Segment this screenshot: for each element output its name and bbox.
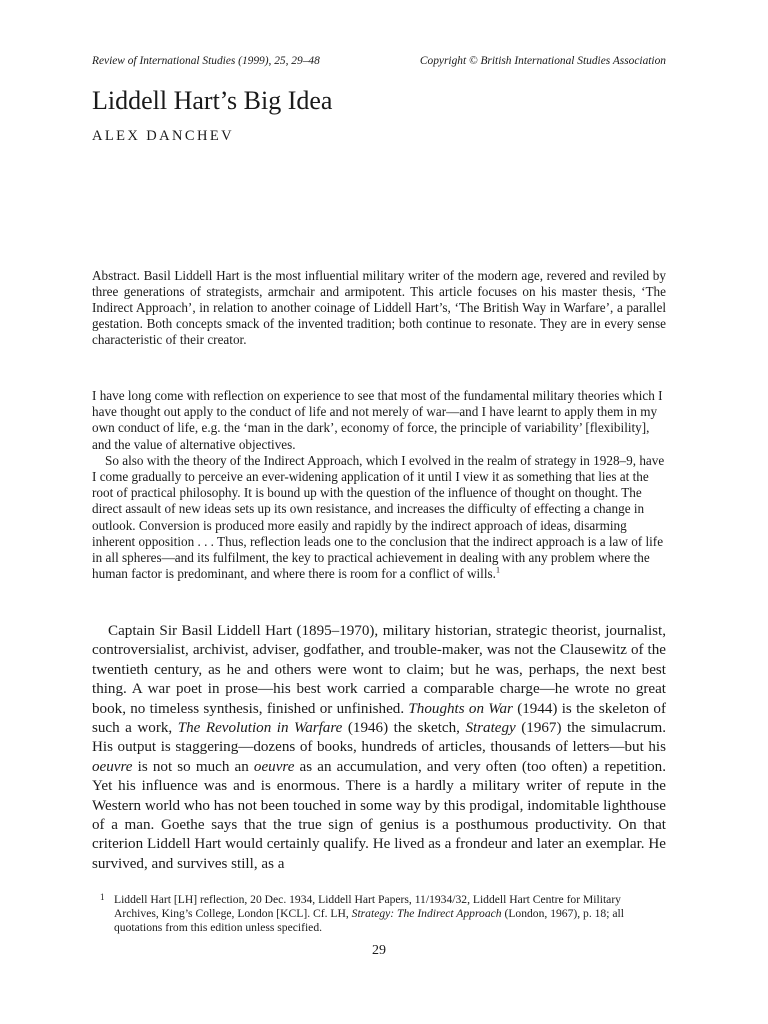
epigraph-paragraph-2-text: So also with the theory of the Indirect Approach, which I evolved in the realm of strategy in 1928–9, have I come gradually to perceive an ever-widening application of it until I view it as something that lies at the root of practical philosophy. It is bound up with the question of the influence of thought on thought. The direct assault of new ideas sets up its own resistance, and increases the difficulty of effecting a change in outlook. Conversion is produced more easily and rapidly by the indirect approach of ideas, disarming inherent opposition . . . Thus, reflection leads one to the conclusion that the indirect approach is a law of life in all spheres—and its fulfilment, the key to practical achievement in dealing with any problem where the human factor is predominant, and where there is room for a conflict of wills. [92, 452, 665, 582]
copyright-notice: Copyright © British International Studies Association [419, 55, 666, 67]
body-text-segment: Captain Sir Basil Liddell Hart (1895–1970), military historian, strategic theorist, journalist, controversialist, archivist, adviser, godfather, and trouble-maker, was not the Clausewitz of the twentieth century, as he and others were wont to claim; but he was, perhaps, the next best thing. A war poet in prose—his best work carried a comparable charge—he wrote no great book, no timeless synthesis, finished or unfinished. [92, 623, 666, 717]
article-author: ALEX DANCHEV [92, 128, 234, 144]
book-title-thoughts-on-war: Thoughts on War [408, 700, 513, 717]
body-text-segment: as an accumulation, and very often (too often) a repetition. Yet his influence was and is enormous. There is a hardly a military writer of repute in the Western world who has not been touched in some way by this prodigal, indomitable lighthouse of a man. Goethe says that the true sign of genius is a posthumous productivity. On that criterion Liddell Hart would certainly qualify. He lived as a frondeur and later an exemplar. He survived, and survives still, as a [92, 758, 666, 872]
footnote-reference[interactable]: 1 [495, 565, 500, 575]
body-paragraph [92, 622, 666, 874]
epigraph-paragraph-1: I have long come with reflection on experience to see that most of the fundamental military theories which I have thought out apply to the conduct of life and not merely of war—and I have learnt to apply them in my own conduct of life, e.g. the ‘man in the dark’, economy of force, the principle of variability’ [flexibility], and the value of alternative objectives. [92, 388, 663, 452]
footnote [100, 893, 666, 934]
footnote-text-segment: (London, 1967), p. 18; all quotations from this edition unless specified. [114, 906, 624, 934]
page-number: 29 [372, 943, 386, 958]
body-text-segment: (1967) the simulacrum. His output is staggering—dozens of books, hundreds of articles, thousands of letters—but his [92, 720, 666, 756]
epigraph-paragraph-2 [92, 453, 666, 583]
running-head [92, 55, 666, 67]
book-title-strategy: Strategy [465, 720, 516, 737]
abstract: Abstract. Basil Liddell Hart is the most influential military writer of the modern age, revered and reviled by three generations of strategists, armchair and armipotent. This article focuses on his master thesis, ‘The Indirect Approach’, in relation to another coinage of Liddell Hart’s, ‘The British Way in Warfare’, a parallel gestation. Both concepts smack of the invented tradition; both continue to resonate. They are in every sense characteristic of their creator. [92, 268, 666, 347]
italic-term-oeuvre: oeuvre [92, 758, 133, 775]
italic-term-oeuvre: oeuvre [253, 758, 295, 775]
journal-citation: Review of International Studies (1999), 25, 29–48 [92, 55, 320, 67]
body-text-segment: (1946) the sketch, [342, 720, 466, 737]
footnote-book-title: Strategy: The Indirect Approach [351, 906, 502, 920]
body-text-segment: is not so much an [132, 758, 254, 775]
body-text-segment: (1944) is the skeleton of such a work, [92, 700, 666, 737]
footnote-text-segment: Liddell Hart [LH] reflection, 20 Dec. 1934, Liddell Hart Papers, 11/1934/32, Liddell Hart Centre for Military Archives, King’s College, London [KCL]. Cf. LH, [114, 893, 621, 920]
footnote-number: 1 [100, 892, 105, 902]
body-text [92, 622, 666, 874]
epigraph-quote [92, 388, 666, 582]
article-title: Liddell Hart’s Big Idea [92, 86, 333, 115]
footnote-text [100, 893, 666, 934]
book-title-revolution-in-warfare: The Revolution in Warfare [177, 720, 343, 737]
